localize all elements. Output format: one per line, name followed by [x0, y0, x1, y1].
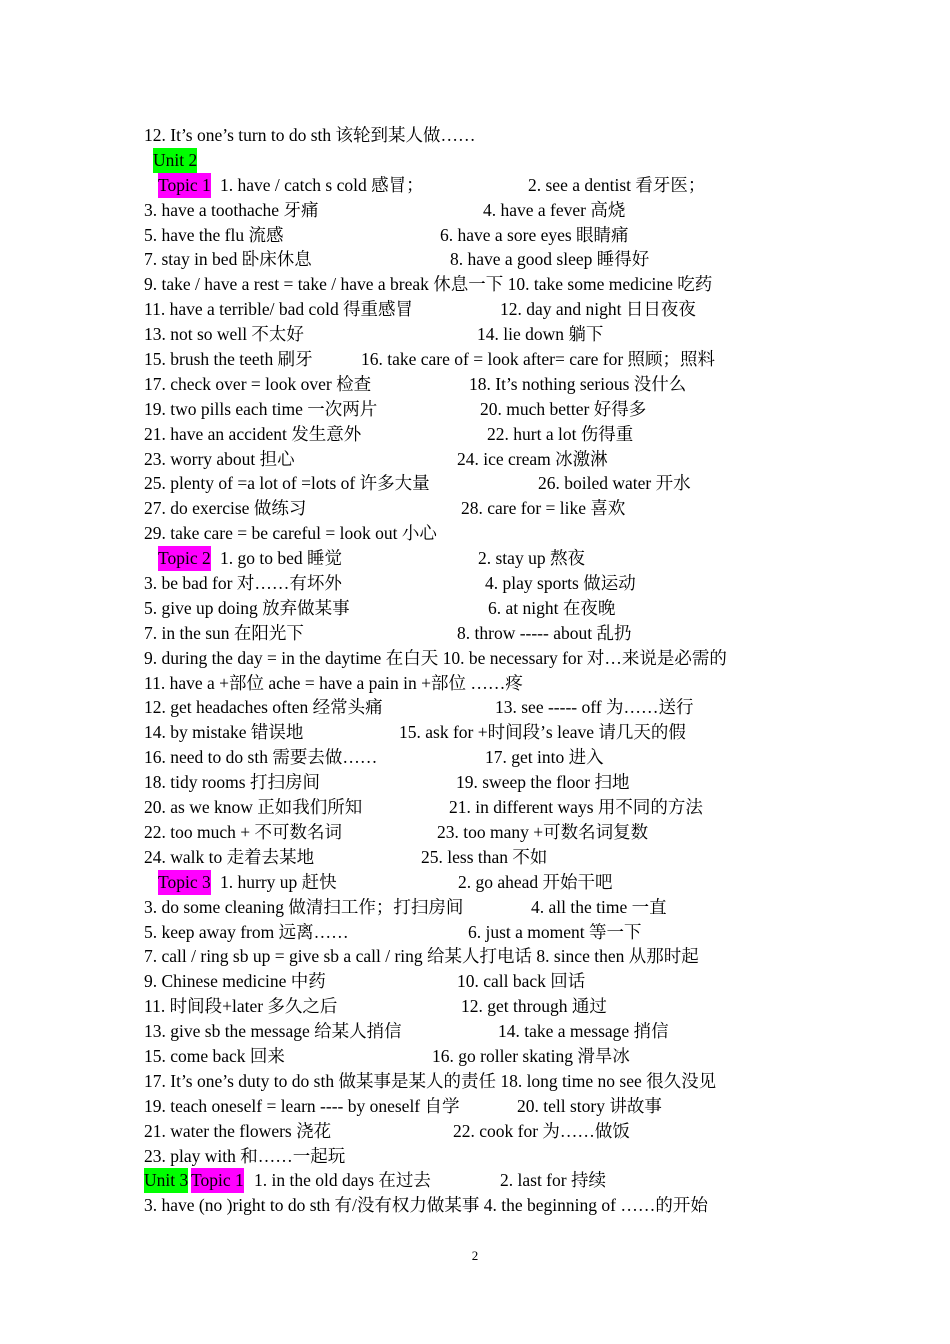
text-line [144, 297, 794, 322]
phrase-entry: 19. two pills each time 一次两片 [144, 398, 378, 419]
phrase-entry: 2. stay up 熬夜 [478, 548, 585, 569]
phrase-entry: 1. in the old days 在过去 [254, 1170, 431, 1191]
phrase-entry: 2. last for 持续 [500, 1170, 606, 1191]
phrase-entry: 11. have a terrible/ bad cold 得重感冒 [144, 299, 414, 320]
text-line [144, 247, 794, 272]
phrase-entry: 3. have (no )right to do sth 有/没有权力做某事 4. the beginning of ……的开始 [144, 1195, 708, 1216]
phrase-entry: 21. in different ways 用不同的方法 [449, 797, 703, 818]
text-line [144, 521, 794, 546]
text-line [144, 1193, 794, 1218]
text-line [144, 944, 794, 969]
phrase-entry: 15. ask for +时间段’s leave 请几天的假 [399, 722, 686, 743]
phrase-entry: 21. water the flowers 浇花 [144, 1120, 332, 1141]
phrase-entry: 27. do exercise 做练习 [144, 498, 307, 519]
text-line [144, 745, 794, 770]
phrase-entry: 1. go to bed 睡觉 [220, 548, 343, 569]
phrase-entry: 19. teach oneself = learn ---- by oneself 自学 [144, 1095, 460, 1116]
phrase-entry: 5. give up doing 放弃做某事 [144, 597, 350, 618]
text-line [144, 571, 794, 596]
text-line [144, 895, 794, 920]
text-line [144, 1168, 794, 1193]
text-line [144, 870, 794, 895]
text-line [144, 422, 794, 447]
phrase-entry: 23. play with 和……一起玩 [144, 1145, 346, 1166]
phrase-entry: 19. sweep the floor 扫地 [456, 772, 630, 793]
phrase-entry: 3. do some cleaning 做清扫工作；打扫房间 [144, 896, 464, 917]
phrase-entry: 4. play sports 做运动 [485, 573, 636, 594]
phrase-entry: 1. hurry up 赶快 [220, 871, 337, 892]
phrase-entry: 20. much better 好得多 [480, 398, 647, 419]
text-line [144, 471, 794, 496]
phrase-entry: 25. less than 不如 [421, 846, 548, 867]
phrase-entry: 10. call back 回话 [457, 971, 586, 992]
phrase-entry: 14. take a message 捎信 [498, 1021, 669, 1042]
text-line [144, 272, 794, 297]
text-line [144, 1094, 794, 1119]
phrase-entry: 17. check over = look over 检查 [144, 373, 372, 394]
text-line [144, 123, 794, 148]
phrase-entry: 23. too many +可数名词复数 [437, 821, 649, 842]
phrase-entry: 13. see ----- off 为……送行 [495, 697, 694, 718]
text-line [144, 372, 794, 397]
phrase-entry: 8. have a good sleep 睡得好 [450, 249, 650, 270]
text-line [144, 148, 794, 173]
text-line [144, 198, 794, 223]
phrase-entry: 20. as we know 正如我们所知 [144, 797, 363, 818]
phrase-entry: 17. It’s one’s duty to do sth 做某事是某人的责任 18. long time no see 很久没见 [144, 1070, 717, 1091]
phrase-entry: 24. ice cream 冰激淋 [457, 448, 608, 469]
phrase-entry: 13. not so well 不太好 [144, 324, 304, 345]
phrase-entry: 18. It’s nothing serious 没什么 [469, 373, 687, 394]
phrase-entry: 12. day and night 日日夜夜 [500, 299, 696, 320]
phrase-entry: 11. 时间段+later 多久之后 [144, 996, 338, 1017]
phrase-entry: 16. take care of = look after= care for 照顾；照料 [361, 349, 716, 370]
phrase-entry: 22. hurt a lot 伤得重 [487, 423, 634, 444]
unit-heading: Unit 2 [153, 148, 197, 173]
text-line [144, 546, 794, 571]
phrase-entry: 2. go ahead 开始干吧 [458, 871, 613, 892]
phrase-entry: 4. have a fever 高烧 [483, 199, 626, 220]
text-line [144, 695, 794, 720]
phrase-entry: 12. get through 通过 [461, 996, 607, 1017]
phrase-entry: 1. have / catch s cold 感冒； [220, 174, 424, 195]
phrase-entry: 7. stay in bed 卧床休息 [144, 249, 312, 270]
phrase-entry: 14. lie down 躺下 [477, 324, 604, 345]
text-line [144, 347, 794, 372]
phrase-entry: 5. have the flu 流感 [144, 224, 284, 245]
text-line [144, 720, 794, 745]
topic-heading: Topic 1 [158, 173, 211, 198]
phrase-entry: 15. brush the teeth 刷牙 [144, 349, 313, 370]
phrase-entry: 11. have a +部位 ache = have a pain in +部位 ……疼 [144, 672, 523, 693]
phrase-entry: 8. throw ----- about 乱扔 [457, 622, 632, 643]
phrase-entry: 23. worry about 担心 [144, 448, 295, 469]
phrase-entry: 6. have a sore eyes 眼睛痛 [440, 224, 629, 245]
phrase-entry: 4. all the time 一直 [531, 896, 667, 917]
phrase-entry: 12. It’s one’s turn to do sth 该轮到某人做…… [144, 125, 476, 145]
text-line [144, 820, 794, 845]
phrase-entry: 20. tell story 讲故事 [517, 1095, 662, 1116]
text-line [144, 322, 794, 347]
text-line [144, 397, 794, 422]
phrase-entry: 24. walk to 走着去某地 [144, 846, 315, 867]
phrase-entry: 6. just a moment 等一下 [468, 921, 642, 942]
phrase-entry: 5. keep away from 远离…… [144, 921, 349, 942]
text-line [144, 770, 794, 795]
phrase-entry: 21. have an accident 发生意外 [144, 423, 362, 444]
text-line [144, 845, 794, 870]
phrase-entry: 13. give sb the message 给某人捎信 [144, 1021, 402, 1042]
phrase-entry: 14. by mistake 错误地 [144, 722, 304, 743]
text-line [144, 671, 794, 696]
text-line [144, 994, 794, 1019]
text-line [144, 621, 794, 646]
phrase-entry: 9. take / have a rest = take / have a break 休息一下 10. take some medicine 吃药 [144, 274, 713, 295]
text-line [144, 1069, 794, 1094]
text-line [144, 173, 794, 198]
phrase-entry: 29. take care = be careful = look out 小心 [144, 523, 437, 544]
text-line [144, 447, 794, 472]
text-line [144, 1119, 794, 1144]
text-line [144, 795, 794, 820]
phrase-entry: 16. need to do sth 需要去做…… [144, 747, 378, 768]
phrase-entry: 28. care for = like 喜欢 [461, 498, 626, 519]
phrase-entry: 6. at night 在夜晚 [488, 597, 616, 618]
phrase-entry: 9. during the day = in the daytime 在白天 10. be necessary for 对…来说是必需的 [144, 647, 727, 668]
text-line [144, 596, 794, 621]
text-line [144, 223, 794, 248]
text-line [144, 1144, 794, 1169]
phrase-entry: 3. be bad for 对……有坏外 [144, 573, 342, 594]
text-line [144, 1044, 794, 1069]
unit-heading: Unit 3 [144, 1168, 188, 1193]
topic-heading: Topic 2 [158, 546, 211, 571]
text-line [144, 920, 794, 945]
text-line [144, 969, 794, 994]
phrase-entry: 26. boiled water 开水 [538, 473, 691, 494]
phrase-entry: 9. Chinese medicine 中药 [144, 971, 326, 992]
phrase-entry: 22. cook for 为……做饭 [453, 1120, 630, 1141]
phrase-entry: 15. come back 回来 [144, 1045, 285, 1066]
phrase-entry: 22. too much + 不可数名词 [144, 821, 342, 842]
vocabulary-list [144, 123, 794, 1218]
text-line [144, 1019, 794, 1044]
page-number: 2 [471, 1248, 479, 1263]
phrase-entry: 16. go roller skating 滑旱冰 [432, 1045, 630, 1066]
phrase-entry: 3. have a toothache 牙痛 [144, 199, 319, 220]
text-line [144, 646, 794, 671]
phrase-entry: 7. call / ring sb up = give sb a call / ring 给某人打电话 8. since then 从那时起 [144, 946, 699, 967]
topic-heading: Topic 3 [158, 870, 211, 895]
phrase-entry: 2. see a dentist 看牙医； [528, 174, 706, 195]
phrase-entry: 12. get headaches often 经常头痛 [144, 697, 383, 718]
phrase-entry: 18. tidy rooms 打扫房间 [144, 772, 320, 793]
phrase-entry: 17. get into 进入 [485, 747, 604, 768]
phrase-entry: 25. plenty of =a lot of =lots of 许多大量 [144, 473, 430, 494]
text-line [144, 496, 794, 521]
phrase-entry: 7. in the sun 在阳光下 [144, 622, 304, 643]
topic-heading: Topic 1 [191, 1168, 244, 1193]
